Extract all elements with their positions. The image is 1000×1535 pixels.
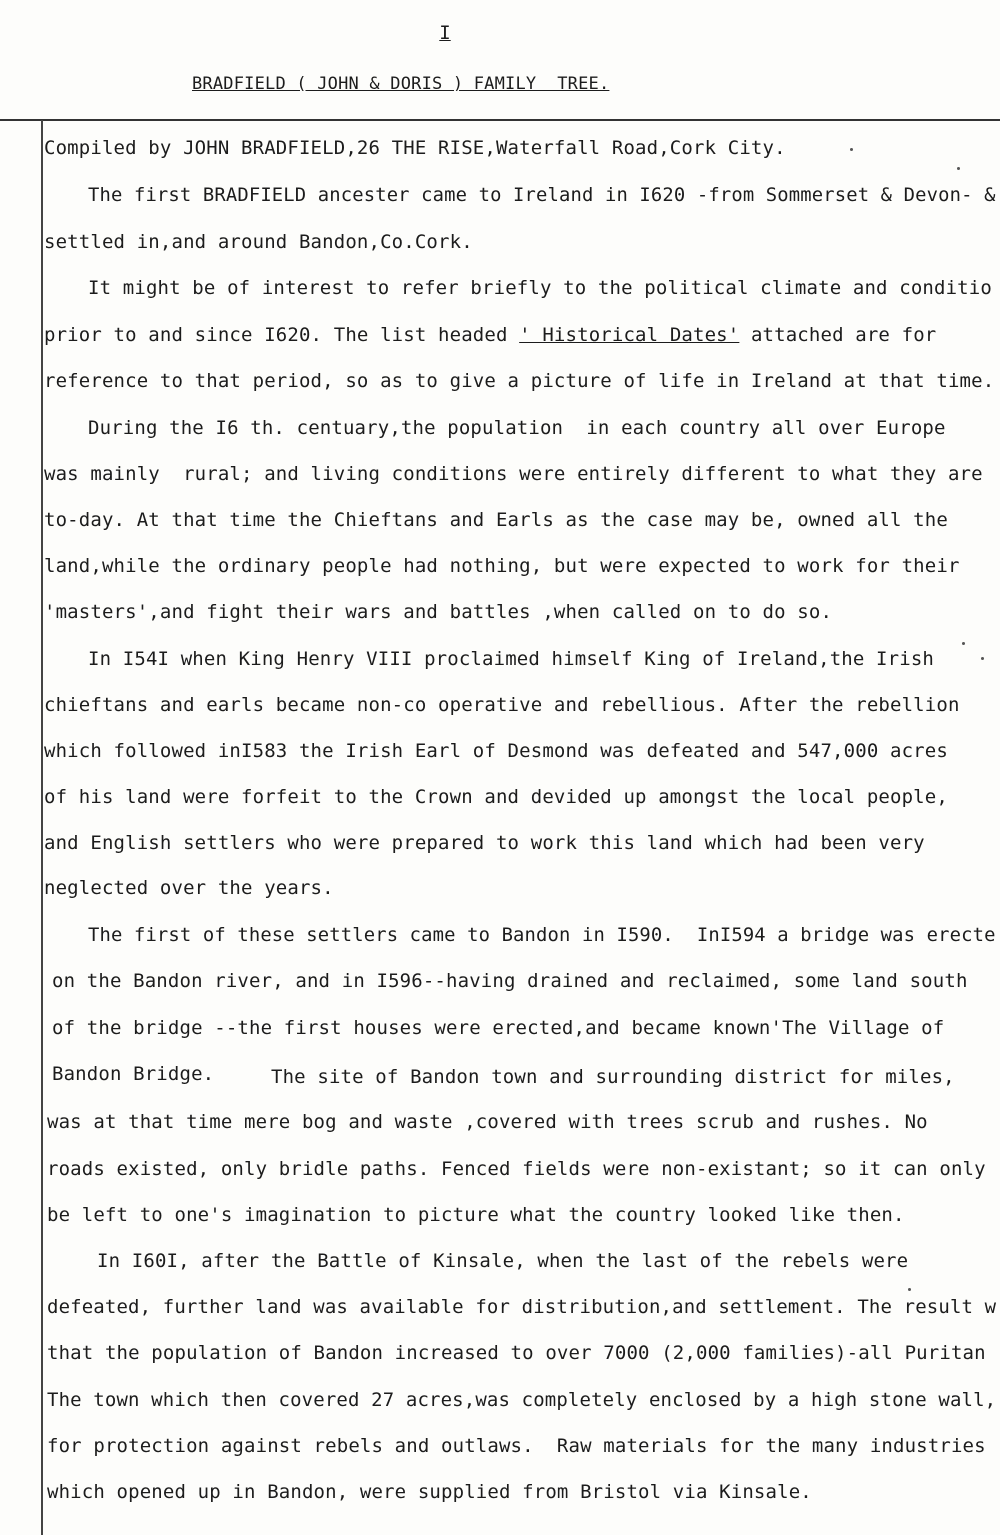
text-line: 'masters',and fight their wars and battles ,when called on to do so.: [44, 601, 833, 623]
text-line: Bandon Bridge.: [52, 1063, 215, 1085]
text-line: be left to one's imagination to picture what the country looked like then.: [47, 1204, 905, 1226]
text-fragment: prior to and since I620. The list headed: [44, 324, 508, 346]
margin-rule: [41, 120, 43, 1535]
document-title: BRADFIELD ( JOHN & DORIS ) FAMILY TREE.: [192, 74, 610, 94]
text-line: reference to that period, so as to give a picture of life in Ireland at that time.: [44, 370, 995, 392]
text-line: The first BRADFIELD ancester came to Ireland in I620 -from Sommerset & Devon- &: [88, 184, 996, 206]
text-line: to-day. At that time the Chieftans and Earls as the case may be, owned all the: [44, 509, 948, 531]
ink-speck: [962, 642, 965, 645]
text-line: which followed inI583 the Irish Earl of Desmond was defeated and 547,000 acres: [44, 740, 948, 762]
text-line: In I60I, after the Battle of Kinsale, when the last of the rebels were: [97, 1250, 909, 1272]
text-line: and English settlers who were prepared to work this land which had been very: [44, 832, 925, 854]
text-line-compiled-by: Compiled by JOHN BRADFIELD,26 THE RISE,Waterfall Road,Cork City.: [44, 137, 786, 159]
ink-speck: [981, 657, 984, 660]
text-line: neglected over the years.: [44, 877, 334, 899]
text-fragment: attached are for: [739, 324, 937, 346]
text-line: that the population of Bandon increased to over 7000 (2,000 families)-all Puritan: [47, 1342, 986, 1364]
text-line: The first of these settlers came to Bandon in I590. InI594 a bridge was erecte: [88, 924, 996, 946]
text-line: land,while the ordinary people had nothing, but were expected to work for their: [44, 555, 960, 577]
text-line: of the bridge --the first houses were erected,and became known'The Village of: [52, 1017, 945, 1039]
text-line: for protection against rebels and outlaws. Raw materials for the many industries: [47, 1435, 986, 1457]
page-number: I: [439, 22, 451, 44]
text-line: settled in,and around Bandon,Co.Cork.: [44, 231, 473, 253]
text-line: was at that time mere bog and waste ,covered with trees scrub and rushes. No: [47, 1111, 928, 1133]
ink-speck: [957, 167, 960, 170]
text-line: During the I6 th. centuary,the population in each country all over Europe: [88, 417, 946, 439]
text-line: chieftans and earls became non-co operative and rebellious. After the rebellion: [44, 694, 960, 716]
text-line: The site of Bandon town and surrounding district for miles,: [271, 1066, 955, 1088]
text-line: roads existed, only bridle paths. Fenced fields were non-existant; so it can only: [47, 1158, 986, 1180]
text-line: It might be of interest to refer briefly to the political climate and conditio: [88, 277, 992, 299]
text-line: [44, 323, 936, 347]
text-line: defeated, further land was available for distribution,and settlement. The result w: [47, 1296, 997, 1318]
text-line: which opened up in Bandon, were supplied from Bristol via Kinsale.: [47, 1481, 812, 1503]
text-line: was mainly rural; and living conditions were entirely different to what they are: [44, 463, 983, 485]
text-line: The town which then covered 27 acres,was completely enclosed by a high stone wall,: [47, 1389, 997, 1411]
text-line: In I54I when King Henry VIII proclaimed himself King of Ireland,the Irish: [88, 648, 934, 670]
ink-speck: [908, 1288, 911, 1291]
header-rule: [0, 119, 1000, 121]
text-line: of his land were forfeit to the Crown and devided up amongst the local people,: [44, 786, 948, 808]
ink-speck: [850, 148, 853, 151]
text-line: on the Bandon river, and in I596--having drained and reclaimed, some land south: [52, 970, 968, 992]
historical-dates-reference: ' Historical Dates': [519, 324, 740, 346]
